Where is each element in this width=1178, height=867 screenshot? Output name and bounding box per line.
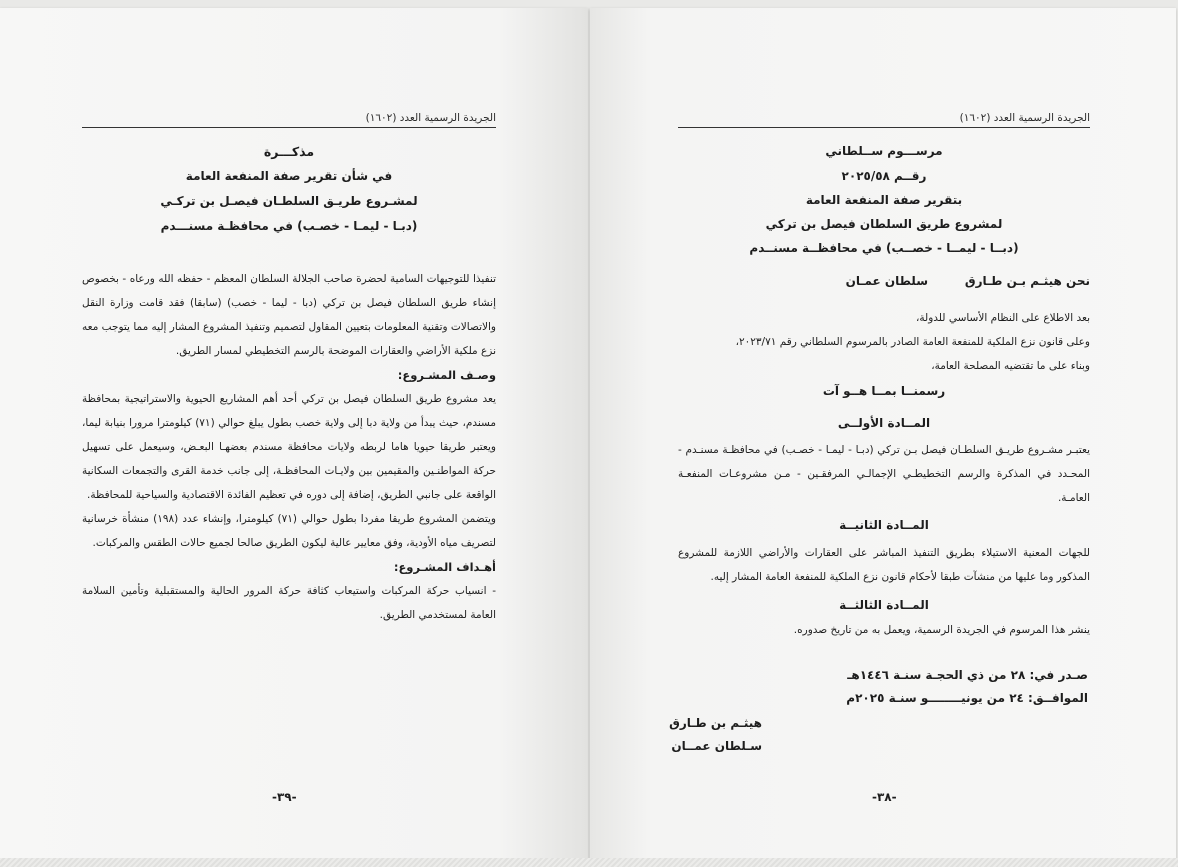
desc-paragraph: يعد مشروع طريق السلطان فيصل بن تركي أحد أهم المشاريع الحيوية والاستراتيجية بمحافظة مسندم، حيث يبدأ من ولاية دبا إلى ولاية خصب بطول يبلغ حوالي (٧١) كيلومترا مرورا بنيابة ليما، ويعتبر طريقا حيويا هاما لربطه ولايات محافظة مسندم بعضهـا البعـض، وسيعمل على تسهيل حركة المواطنـين والمقيمين بين ولايـات المحافظـة، إلى جانب خدمة القرى والتجمعات السكانية الواقعة على جانبي الطريق، إضافة إلى دوره في تعظيم الفائدة الاقتصادية والسياحية للمحافظة.	[82, 393, 496, 501]
article-1-text: يعتبـر مشـروع طريـق السلطـان فيصل بـن تركي (دبـا - ليمـا - خصـب) في محافظـة مسنـدم - المحـدد في المذكرة والرسم التخطيطـي الإجمالـي المرفقـين - مـن مشروعـات المنفعـة العامـة.	[678, 444, 1090, 504]
page-header: الجريدة الرسمية العدد (١٦٠٢)	[678, 112, 1090, 128]
page-stack-edge	[0, 858, 1178, 867]
goals-heading: أهـداف المشـروع:	[393, 560, 496, 574]
desc-heading: وصـف المشـروع:	[397, 368, 496, 382]
decree-number: رقــم ٢٠٢٥/٥٨	[841, 169, 927, 183]
issuer-name: نحن هيثـم بـن طـارق	[964, 274, 1090, 288]
right-page	[590, 8, 1176, 860]
issue-date	[846, 664, 1088, 710]
desc-paragraph-2: ويتضمن المشروع طريقا مفردا بطول حوالي (٧١) كيلومترا، وإنشاء عدد (١٩٨) منشأة خرسانية لتصريف مياه الأودية، وفق معايير عالية ليكون الطريق صالحا لجميع حالات الطقس والمركبات.	[82, 513, 496, 549]
preamble-line: وعلى قانون نزع الملكية للمنفعة العامة الصادر بالمرسوم السلطاني رقم ٢٠٢٣/٧١،	[735, 336, 1090, 348]
memo-title: مذكـــرة	[263, 144, 315, 159]
goals-paragraph: - انسياب حركة المركبات واستيعاب كثافة حركة المرور الحالية والمستقبلية وتأمين السلامة العامة لمستخدمي الطريق.	[82, 585, 496, 621]
signature-name: هيثـم بن طـارق	[669, 716, 762, 730]
left-page	[0, 8, 588, 860]
memo-intro: تنفيذا للتوجيهات السامية لحضرة صاحب الجلالة السلطان المعظم - حفظه الله ورعاه - بخصوص إنشاء طريق السلطان فيصل بن تركي (دبا - ليما - خصب) (سابقا) فقد قامت وزارة النقل والاتصالات وتقنية المعلومات بتعيين المقاول لتصميم وتنفيذ المشروع المشار إليه مما يتوجب معه نزع ملكية الأراضي والعقارات الموضحة بالرسم التخطيطي لمسار الطريق.	[82, 273, 496, 357]
article-2-title: المــادة الثانيــة	[839, 518, 929, 532]
article-3-text: ينشر هذا المرسوم في الجريدة الرسمية، ويعمل به من تاريخ صدوره.	[793, 624, 1090, 636]
article-3-title: المــادة الثالثــة	[839, 598, 929, 612]
preamble-line: بعد الاطلاع على النظام الأساسي للدولة،	[916, 312, 1090, 324]
decree-title: مرســـوم ســلطاني	[825, 144, 943, 158]
page-header: الجريدة الرسمية العدد (١٦٠٢)	[82, 112, 496, 128]
signature-block	[669, 712, 762, 758]
memo-location: (دبـا - ليمـا - خصـب) في محافظـة مسنـــدم	[160, 219, 418, 233]
signature-title: سـلطان عمــان	[671, 739, 762, 753]
page-number: -٣٩-	[272, 790, 297, 804]
preamble	[678, 306, 1090, 378]
page-number: -٣٨-	[872, 790, 897, 804]
article-2-text: للجهات المعنية الاستيلاء بطريق التنفيذ المباشر على العقارات والأراضي اللازمة للمشروع المذكور وما عليها من منشآت طبقا لأحكام قانون نزع الملكية للمنفعة العامة المشار إليه.	[678, 547, 1090, 583]
issue-date-gregorian: الموافــق: ٢٤ من يونيــــــــو سنـة ٢٠٢٥م	[846, 691, 1088, 705]
article-1-title: المــادة الأولــى	[837, 416, 931, 430]
memo-body	[82, 267, 496, 627]
issue-date-hijri: صـدر في: ٢٨ من ذي الحجـة سنـة ١٤٤٦هـ	[847, 668, 1088, 682]
decree-project: لمشروع طريق السلطان فيصل بن تركي	[765, 217, 1003, 231]
issuer-title: سلطان عمـان	[845, 274, 928, 288]
memo-subject: في شأن تقرير صفة المنفعة العامة	[185, 169, 393, 183]
decree-location: (دبــا - ليمــا - خصــب) في محافظــة مسنــدم	[749, 241, 1019, 255]
decree-subject: بتقرير صفة المنفعة العامة	[805, 193, 963, 207]
decree-statement: رسمنــا بمــا هــو آت	[822, 384, 946, 398]
memo-project: لمشـروع طريـق السلطـان فيصـل بن تركـي	[160, 194, 418, 208]
preamble-line: وبناء على ما تقتضيه المصلحة العامة،	[931, 360, 1090, 372]
